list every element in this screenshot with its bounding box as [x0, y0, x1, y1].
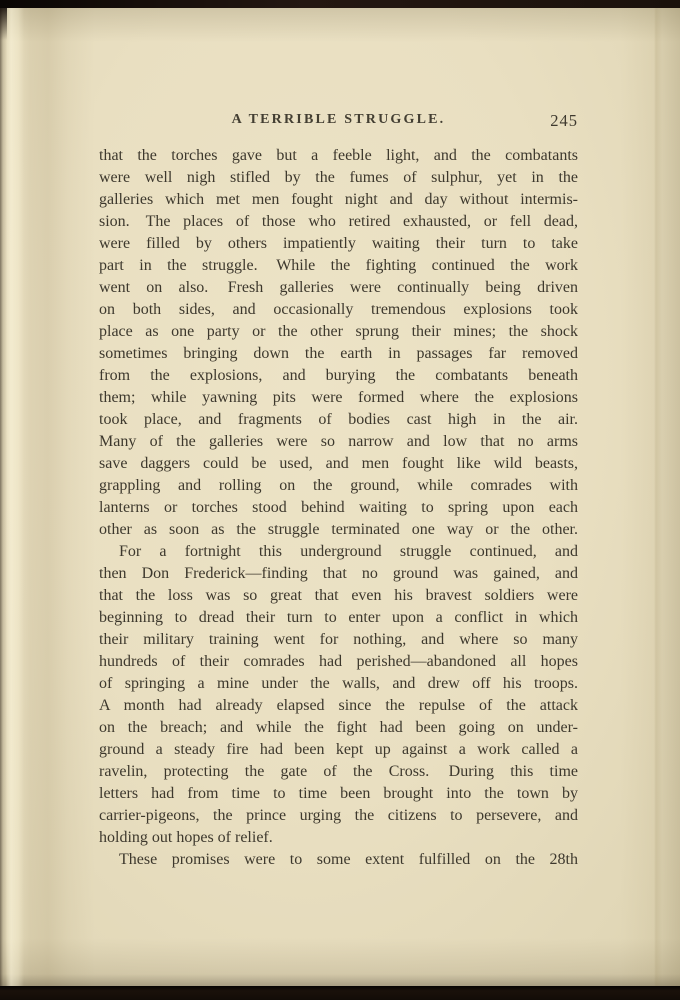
text-line: letters had from time to time been brought into the town by: [99, 785, 578, 802]
text-line: Many of the galleries were so narrow and low that no arms: [99, 433, 578, 450]
running-header: [99, 112, 578, 132]
text-line: that the loss was so great that even his bravest soldiers were: [99, 587, 578, 604]
text-line: ravelin, protecting the gate of the Cross. During this time: [99, 763, 578, 780]
text-line: other as soon as the struggle terminated one way or the other.: [99, 521, 578, 538]
text-line: galleries which met men fought night and day without intermis-: [99, 191, 578, 208]
text-line: then Don Frederick—finding that no ground was gained, and: [99, 565, 578, 582]
text-line: on both sides, and occasionally tremendous explosions took: [99, 301, 578, 318]
text-line: For a fortnight this underground struggle continued, and: [119, 543, 578, 560]
text-line: place as one party or the other sprung their mines; the shock: [99, 323, 578, 340]
text-line: grappling and rolling on the ground, while comrades with: [99, 477, 578, 494]
text-line: carrier-pigeons, the prince urging the citizens to persevere, and: [99, 807, 578, 824]
text-line: beginning to dread their turn to enter upon a conflict in which: [99, 609, 578, 626]
text-line: were filled by others impatiently waiting their turn to take: [99, 235, 578, 252]
text-line: A month had already elapsed since the repulse of the attack: [99, 697, 578, 714]
page: [0, 8, 680, 986]
text-line: lanterns or torches stood behind waiting to spring upon each: [99, 499, 578, 516]
text-line: of springing a mine under the walls, and drew off his troops.: [99, 675, 578, 692]
text-line: sion. The places of those who retired exhausted, or fell dead,: [99, 213, 578, 230]
text-line: from the explosions, and burying the combatants beneath: [99, 367, 578, 384]
text-line: took place, and fragments of bodies cast high in the air.: [99, 411, 578, 428]
text-line: went on also. Fresh galleries were continually being driven: [99, 279, 578, 296]
text-line: These promises were to some extent fulfilled on the 28th: [119, 851, 578, 868]
scan-edge-left: [0, 8, 7, 40]
text-line: save daggers could be used, and men fought like wild beasts,: [99, 455, 578, 472]
text-line: ground a steady fire had been kept up against a work called a: [99, 741, 578, 758]
text-line: hundreds of their comrades had perished—abandoned all hopes: [99, 653, 578, 670]
scan-edge-bottom: [0, 986, 680, 1000]
text-line: that the torches gave but a feeble light, and the combatants: [99, 147, 578, 164]
page-title: A TERRIBLE STRUGGLE.: [231, 112, 446, 127]
text-line: sometimes bringing down the earth in passages far removed: [99, 345, 578, 362]
text-line: part in the struggle. While the fighting continued the work: [99, 257, 578, 274]
text-line: were well nigh stifled by the fumes of sulphur, yet in the: [99, 169, 578, 186]
text-line: them; while yawning pits were formed where the explosions: [99, 389, 578, 406]
text-line: on the breach; and while the fight had been going on under-: [99, 719, 578, 736]
scan-edge-top: [0, 0, 680, 8]
text-block: [99, 145, 578, 871]
page-number: 245: [550, 111, 578, 130]
text-line: their military training went for nothing, and where so many: [99, 631, 578, 648]
text-line: holding out hopes of relief.: [99, 829, 273, 846]
